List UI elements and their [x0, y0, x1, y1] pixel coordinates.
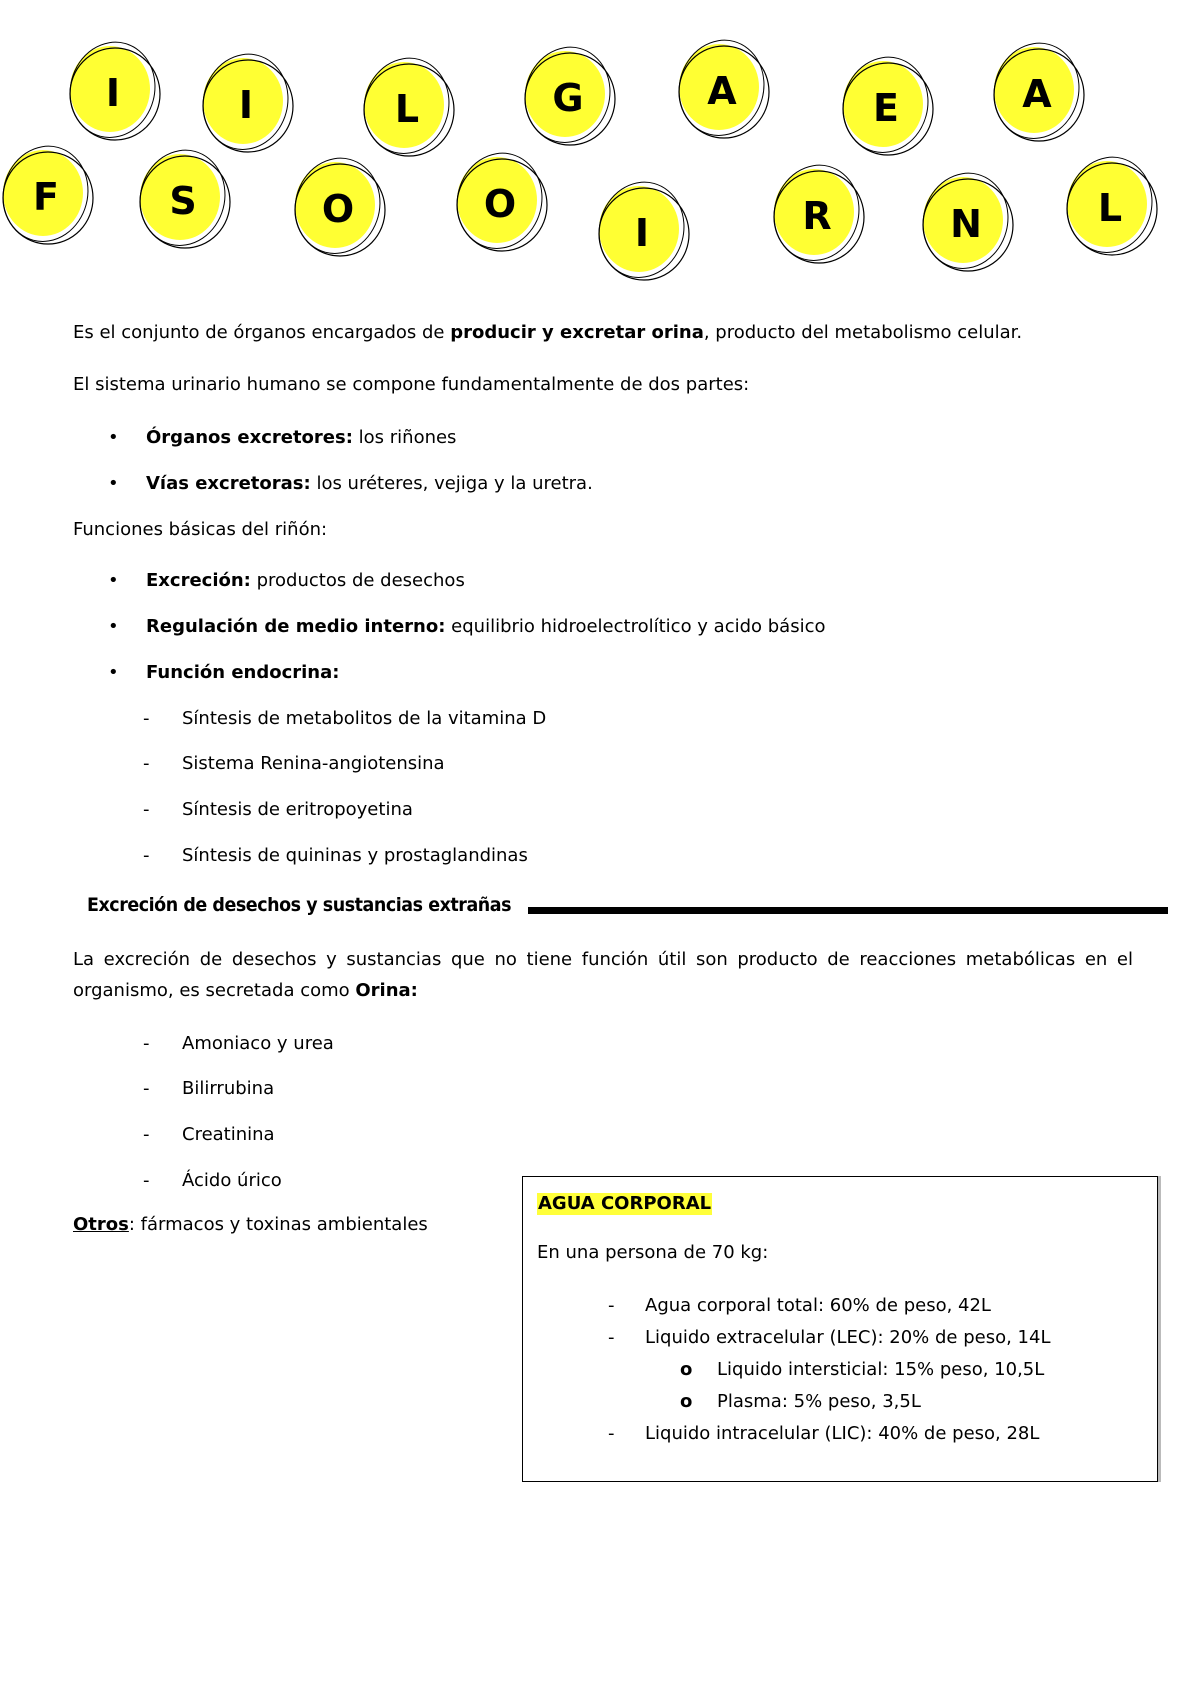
paragraph-text: La excreción de desechos y sustancias que no tiene función útil son producto de reacciones metabólicas en el organismo, es secretada como [73, 949, 1133, 1001]
title-letter-circle [193, 45, 299, 159]
excretion-paragraph [73, 944, 1133, 1006]
endocrine-item: Sistema Renina-angiotensina [182, 753, 445, 774]
list-item-function-endocrine [146, 662, 339, 684]
title-letter: L [394, 87, 420, 131]
title-letter-circle [1057, 148, 1163, 262]
title-letter-circle [447, 144, 553, 258]
functions-title: Funciones básicas del riñón: [73, 519, 328, 540]
title-letter: F [33, 175, 59, 219]
waste-item: Bilirrubina [182, 1078, 275, 1099]
section-rule [528, 907, 1168, 914]
item-text: los riñones [352, 427, 457, 448]
box-sub-line: Liquido intersticial: 15% peso, 10,5L [717, 1359, 1045, 1380]
title-letter-circle [913, 164, 1019, 278]
intro-bold-text: producir y excretar orina [450, 322, 704, 343]
title-letter: G [552, 76, 584, 120]
item-label: Regulación de medio interno: [146, 616, 446, 637]
dash-marker: - [143, 1033, 150, 1054]
title-circles-art [0, 0, 1200, 300]
box-intro: En una persona de 70 kg: [537, 1242, 769, 1263]
title-letter-circle [515, 38, 621, 152]
title-letter: E [873, 86, 899, 130]
dash-marker: - [143, 1170, 150, 1191]
title-letter: I [634, 211, 650, 255]
bullet-marker: • [108, 427, 119, 448]
title-letter: L [1097, 186, 1123, 230]
dash-marker: - [143, 799, 150, 820]
title-letter-circle [130, 141, 236, 255]
box-line: Liquido intracelular (LIC): 40% de peso, 28L [645, 1423, 1040, 1444]
section-heading: Excreción de desechos y sustancias extrañas [87, 894, 512, 916]
title-letter-circle [984, 34, 1090, 148]
waste-item: Ácido úrico [182, 1170, 282, 1191]
dash-marker: - [608, 1423, 615, 1444]
bullet-marker: • [108, 662, 119, 683]
paragraph-bold-text: Orina: [355, 980, 418, 1001]
title-letter: A [707, 69, 737, 113]
item-label: Función endocrina: [146, 662, 340, 683]
title-letter-circle [0, 137, 99, 251]
list-item-excretory-ducts [146, 473, 593, 495]
others-text: : fármacos y toxinas ambientales [128, 1214, 428, 1235]
system-parts-intro: El sistema urinario humano se compone fundamentalmente de dos partes: [73, 374, 750, 395]
dash-marker: - [143, 753, 150, 774]
title-letter: S [169, 179, 197, 223]
bullet-marker: • [108, 473, 119, 494]
sub-bullet-marker: o [680, 1359, 693, 1380]
title-letter: O [483, 182, 517, 226]
waste-item: Amoniaco y urea [182, 1033, 334, 1054]
title-letter-circle [833, 48, 939, 162]
dash-marker: - [143, 708, 150, 729]
sub-bullet-marker: o [680, 1391, 693, 1412]
item-text: productos de desechos [250, 570, 465, 591]
item-text: equilibrio hidroelectrolítico y acido básico [445, 616, 826, 637]
others-label: Otros [73, 1214, 129, 1235]
title-letter: A [1022, 72, 1052, 116]
waste-item: Creatinina [182, 1124, 275, 1145]
title-letter-circle [60, 33, 166, 147]
title-letter: R [802, 194, 832, 238]
title-letter: I [105, 71, 121, 115]
intro-paragraph [73, 322, 1133, 344]
box-title: AGUA CORPORAL [538, 1193, 712, 1214]
body-water-box [522, 1176, 1158, 1482]
title-letter: O [321, 187, 355, 231]
dash-marker: - [143, 1124, 150, 1145]
endocrine-item: Síntesis de metabolitos de la vitamina D [182, 708, 547, 729]
list-item-function-excretion [146, 570, 465, 592]
title-letter-circle [669, 31, 775, 145]
box-line: Liquido extracelular (LEC): 20% de peso, 14L [645, 1327, 1051, 1348]
title-letter-circle [764, 156, 870, 270]
dash-marker: - [608, 1327, 615, 1348]
item-label: Excreción: [146, 570, 251, 591]
bullet-marker: • [108, 570, 119, 591]
dash-marker: - [143, 845, 150, 866]
bullet-marker: • [108, 616, 119, 637]
list-item-function-regulation [146, 616, 826, 638]
title-letter: I [238, 83, 254, 127]
dash-marker: - [608, 1295, 615, 1316]
endocrine-item: Síntesis de quininas y prostaglandinas [182, 845, 528, 866]
box-sub-line: Plasma: 5% peso, 3,5L [717, 1391, 921, 1412]
title-letter: N [950, 202, 982, 246]
item-label: Órganos excretores: [146, 427, 353, 448]
item-label: Vías excretoras: [146, 473, 311, 494]
title-letter-circle [589, 173, 695, 287]
title-letter-circle [285, 149, 391, 263]
list-item-excretory-organs [146, 427, 456, 449]
title-letter-circle [354, 49, 460, 163]
endocrine-item: Síntesis de eritropoyetina [182, 799, 413, 820]
intro-text-end: , producto del metabolismo celular. [703, 322, 1023, 343]
box-line: Agua corporal total: 60% de peso, 42L [645, 1295, 991, 1316]
intro-text: Es el conjunto de órganos encargados de [73, 322, 451, 343]
item-text: los uréteres, vejiga y la uretra. [310, 473, 593, 494]
dash-marker: - [143, 1078, 150, 1099]
